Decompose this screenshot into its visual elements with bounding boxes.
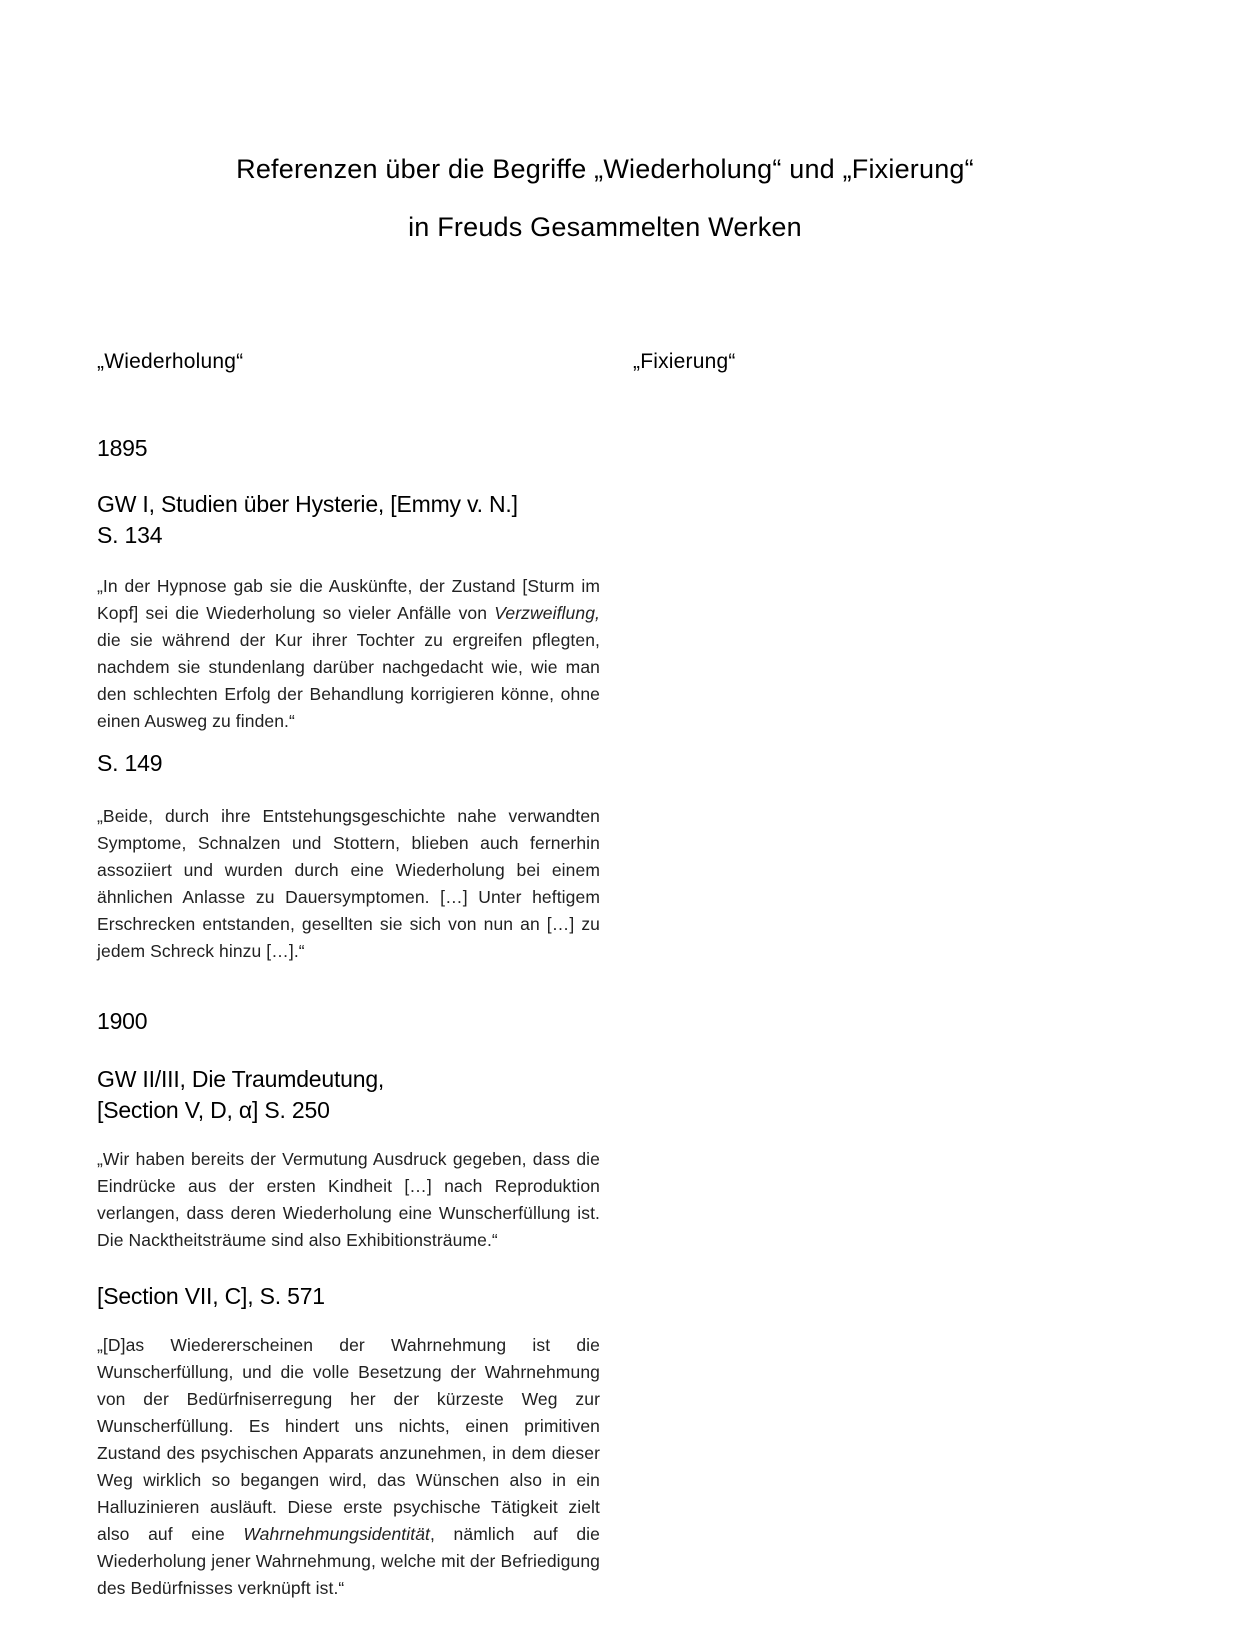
quote-emmy-s134 [97, 573, 600, 735]
italic-term-wahrnehmungsidentitaet: Wahrnehmungsidentität [243, 1524, 430, 1544]
column-header-wiederholung: „Wiederholung“ [97, 350, 244, 373]
quote-s149: „Beide, durch ihre Entstehungsgeschichte nahe verwandten Symptome, Schnalzen und Stottern, blieben auch fernerhin assoziiert und wurden durch eine Wiederholung bei einem ähnlichen Anlasse zu Dauersymptomen. […] Unter heftigem Erschrecken entstanden, gesellten sie sich von nun an […] zu jedem Schreck hinzu […].“ [97, 806, 600, 961]
quote-text-post: , nämlich auf die Wiederholung jener Wahrnehmung, welche mit der Befriedigung des Bedürfnisses verknüpft ist.“ [97, 1524, 600, 1598]
source-heading-gw1-hysterie [97, 489, 600, 551]
quote-text-post: die sie während der Kur ihrer Tochter zu ergreifen pflegten, nachdem sie stundenlang darüber nachgedacht wie, wie man den schlechten Erfolg der Behandlung korrigieren könne, ohne einen Ausweg zu finden.“ [97, 630, 600, 731]
italic-term-verzweiflung: Verzweiflung, [494, 603, 600, 623]
year-heading-1900: 1900 [97, 1008, 148, 1034]
source-page-ref: S. 134 [97, 522, 163, 548]
source-heading-s571: [Section VII, C], S. 571 [97, 1283, 325, 1309]
title-line-2: in Freuds Gesammelten Werken [408, 212, 802, 242]
wiederholung-column [97, 433, 600, 1602]
year-heading-1895: 1895 [97, 435, 148, 461]
source-page-ref: [Section V, D, α] S. 250 [97, 1097, 330, 1123]
source-heading-gw2-traumdeutung [97, 1064, 600, 1126]
quote-traumdeutung-s250: „Wir haben bereits der Vermutung Ausdruck gegeben, dass die Eindrücke aus der ersten Kindheit […] nach Reproduktion verlangen, dass deren Wiederholung eine Wunscherfüllung ist. Die Nacktheitsträume sind also Exhibitionsträume.“ [97, 1149, 600, 1250]
document-title [65, 140, 1145, 256]
quote-text-pre: „[D]as Wiedererscheinen der Wahrnehmung ist die Wunscherfüllung, und die volle Besetzung der Wahrnehmung von der Bedürfniserregung her der kürzeste Weg zur Wunscherfüllung. Es hindert uns nichts, einen primitiven Zustand des psychischen Apparats anzunehmen, in dem dieser Weg wirklich so begangen wird, das Wünschen also in ein Halluzinieren ausläuft. Diese erste psychische Tätigkeit zielt also auf eine [97, 1335, 600, 1544]
quote-text-pre: „In der Hypnose gab sie die Auskünfte, der Zustand [Sturm im Kopf] sei die Wiederholung so vieler Anfälle von [97, 576, 600, 623]
source-title-line: GW II/III, Die Traumdeutung, [97, 1066, 385, 1092]
source-heading-s149: S. 149 [97, 750, 163, 776]
title-line-1: Referenzen über die Begriffe „Wiederholung“ und „Fixierung“ [236, 154, 974, 184]
quote-s571 [97, 1332, 600, 1602]
column-header-fixierung: „Fixierung“ [633, 350, 736, 373]
source-title-line: GW I, Studien über Hysterie, [Emmy v. N.] [97, 491, 518, 517]
